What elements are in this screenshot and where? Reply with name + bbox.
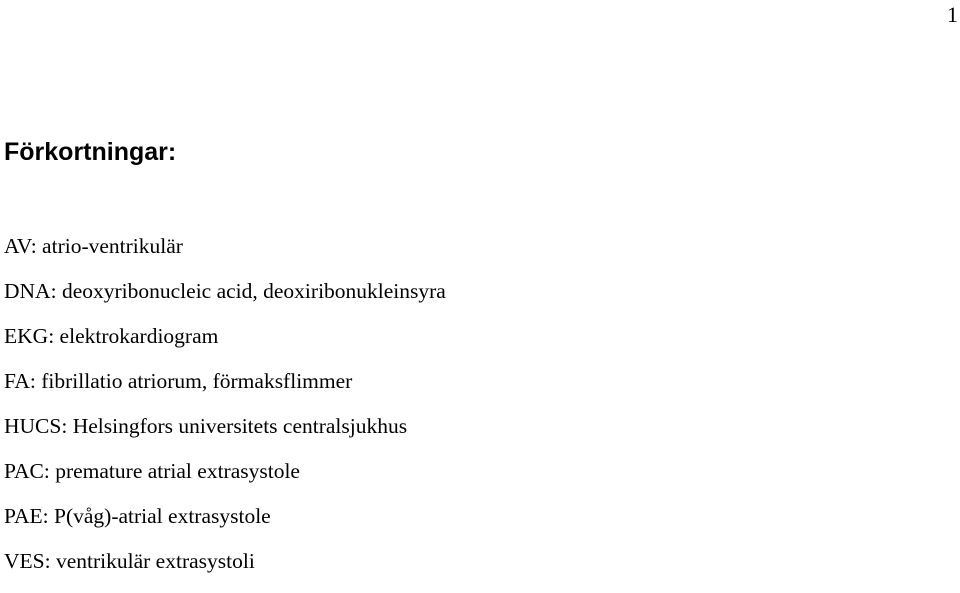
abbreviation-term: HUCS	[4, 414, 62, 438]
abbreviation-list	[4, 233, 446, 593]
abbreviation-item-pac: PAC: premature atrial extrasystole	[4, 459, 300, 483]
abbreviation-item-ves: VES: ventrikulär extrasystoli	[4, 549, 255, 573]
abbreviation-definition: atrio-ventrikulär	[42, 234, 183, 258]
abbreviation-term: FA	[4, 369, 30, 393]
abbreviation-term: PAE	[4, 504, 43, 528]
abbreviation-term: VES	[4, 549, 45, 573]
abbreviation-item-dna: DNA: deoxyribonucleic acid, deoxiribonukleinsyra	[4, 279, 446, 303]
abbreviation-definition: fibrillatio atriorum, förmaksflimmer	[41, 369, 353, 393]
abbreviation-term: AV	[4, 234, 31, 258]
abbreviation-item-ekg: EKG: elektrokardiogram	[4, 324, 219, 348]
abbreviation-definition: Helsingfors universitets centralsjukhus	[72, 414, 408, 438]
abbreviation-definition: elektrokardiogram	[59, 324, 219, 348]
abbreviation-item-fa: FA: fibrillatio atriorum, förmaksflimmer	[4, 369, 353, 393]
abbreviation-definition: premature atrial extrasystole	[55, 459, 300, 483]
abbreviation-term: DNA	[4, 279, 51, 303]
abbreviation-definition: ventrikulär extrasystoli	[55, 549, 255, 573]
abbreviation-definition: deoxyribonucleic acid, deoxiribonukleinsyra	[61, 279, 446, 303]
abbreviation-definition: P(våg)-atrial extrasystole	[54, 504, 271, 528]
abbreviation-item-pae: PAE: P(våg)-atrial extrasystole	[4, 504, 271, 528]
abbreviation-item-av: AV: atrio-ventrikulär	[4, 234, 183, 258]
page-number: 1	[947, 2, 958, 27]
section-heading: Förkortningar:	[4, 138, 177, 166]
abbreviation-item-hucs: HUCS: Helsingfors universitets centralsjukhus	[4, 414, 408, 438]
abbreviation-term: EKG	[4, 324, 49, 348]
abbreviation-term: PAC	[4, 459, 44, 483]
